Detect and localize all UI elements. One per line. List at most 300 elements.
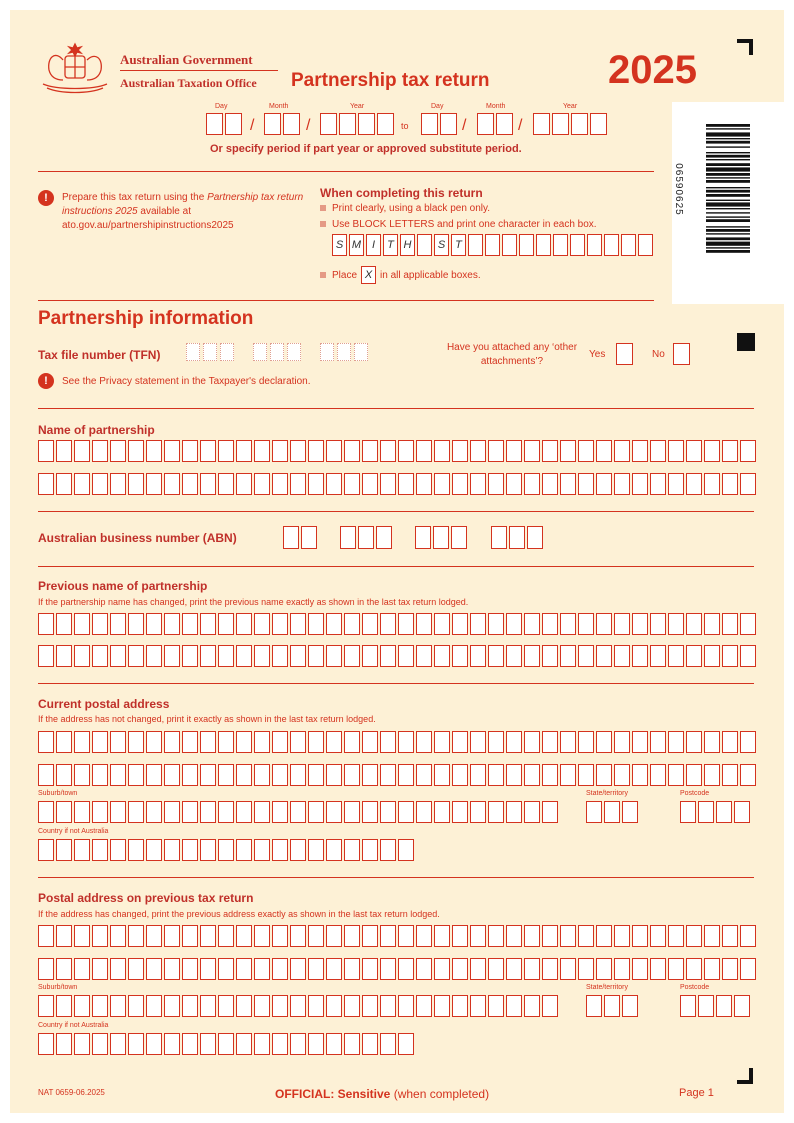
char-box[interactable] <box>146 995 162 1017</box>
char-box[interactable] <box>740 731 756 753</box>
char-box[interactable] <box>92 925 108 947</box>
char-box[interactable] <box>182 440 198 462</box>
char-box[interactable] <box>254 764 270 786</box>
char-box[interactable] <box>632 645 648 667</box>
char-box[interactable] <box>380 613 396 635</box>
char-box[interactable] <box>164 440 180 462</box>
char-box[interactable] <box>146 613 162 635</box>
char-box[interactable] <box>704 925 720 947</box>
char-box[interactable] <box>308 613 324 635</box>
char-box[interactable] <box>650 731 666 753</box>
char-box[interactable] <box>704 764 720 786</box>
tfn-digit-box[interactable] <box>270 343 284 361</box>
char-box[interactable] <box>632 958 648 980</box>
char-box[interactable] <box>326 1033 342 1055</box>
char-box[interactable] <box>74 995 90 1017</box>
char-box[interactable] <box>56 801 72 823</box>
char-box[interactable] <box>272 613 288 635</box>
char-box[interactable] <box>416 925 432 947</box>
char-box[interactable] <box>416 613 432 635</box>
char-box[interactable] <box>326 995 342 1017</box>
char-box[interactable] <box>470 645 486 667</box>
char-box[interactable] <box>470 613 486 635</box>
char-box[interactable] <box>164 925 180 947</box>
char-box[interactable] <box>506 473 522 495</box>
char-box[interactable] <box>362 440 378 462</box>
char-box[interactable] <box>452 958 468 980</box>
char-box[interactable] <box>506 925 522 947</box>
char-box[interactable] <box>38 731 54 753</box>
char-box[interactable] <box>452 801 468 823</box>
char-box[interactable] <box>146 925 162 947</box>
char-box[interactable] <box>686 958 702 980</box>
period-date-input[interactable] <box>421 113 459 135</box>
char-box[interactable] <box>340 526 356 549</box>
char-box[interactable] <box>182 473 198 495</box>
char-box[interactable] <box>488 801 504 823</box>
char-box[interactable] <box>434 645 450 667</box>
char-box[interactable] <box>451 526 467 549</box>
char-box[interactable] <box>722 613 738 635</box>
char-box[interactable] <box>290 801 306 823</box>
state-input[interactable] <box>586 801 640 823</box>
char-box[interactable] <box>218 1033 234 1055</box>
char-box[interactable] <box>362 801 378 823</box>
char-box[interactable] <box>110 731 126 753</box>
tfn-digit-box[interactable] <box>287 343 301 361</box>
name-line-2-input[interactable] <box>38 473 758 495</box>
char-box[interactable] <box>146 731 162 753</box>
char-box[interactable] <box>92 958 108 980</box>
char-box[interactable] <box>110 440 126 462</box>
char-box[interactable] <box>506 995 522 1017</box>
char-box[interactable] <box>380 925 396 947</box>
char-box[interactable] <box>272 731 288 753</box>
char-box[interactable] <box>74 958 90 980</box>
char-box[interactable] <box>452 995 468 1017</box>
char-box[interactable] <box>56 925 72 947</box>
char-box[interactable] <box>362 1033 378 1055</box>
char-box[interactable] <box>542 645 558 667</box>
char-box[interactable] <box>146 1033 162 1055</box>
char-box[interactable] <box>560 613 576 635</box>
char-box[interactable] <box>434 731 450 753</box>
char-box[interactable] <box>668 645 684 667</box>
char-box[interactable] <box>326 764 342 786</box>
char-box[interactable] <box>236 958 252 980</box>
abn-group-3-input[interactable] <box>415 526 469 549</box>
char-box[interactable] <box>146 958 162 980</box>
char-box[interactable] <box>578 958 594 980</box>
char-box[interactable] <box>542 473 558 495</box>
char-box[interactable] <box>560 925 576 947</box>
char-box[interactable] <box>182 958 198 980</box>
char-box[interactable] <box>110 473 126 495</box>
char-box[interactable] <box>632 440 648 462</box>
char-box[interactable] <box>716 801 732 823</box>
char-box[interactable] <box>590 113 607 135</box>
char-box[interactable] <box>650 645 666 667</box>
char-box[interactable] <box>734 995 750 1017</box>
char-box[interactable] <box>344 731 360 753</box>
char-box[interactable] <box>56 613 72 635</box>
prev-name-line-2-input[interactable] <box>38 645 758 667</box>
char-box[interactable] <box>686 613 702 635</box>
char-box[interactable] <box>488 645 504 667</box>
prev-suburb-input[interactable] <box>38 995 560 1017</box>
char-box[interactable] <box>218 613 234 635</box>
char-box[interactable] <box>578 925 594 947</box>
char-box[interactable] <box>128 958 144 980</box>
char-box[interactable] <box>164 764 180 786</box>
char-box[interactable] <box>290 731 306 753</box>
char-box[interactable] <box>686 473 702 495</box>
char-box[interactable] <box>92 473 108 495</box>
char-box[interactable] <box>470 731 486 753</box>
char-box[interactable] <box>254 925 270 947</box>
char-box[interactable] <box>668 958 684 980</box>
char-box[interactable] <box>488 613 504 635</box>
char-box[interactable] <box>740 473 756 495</box>
char-box[interactable] <box>668 925 684 947</box>
char-box[interactable] <box>452 925 468 947</box>
char-box[interactable] <box>218 995 234 1017</box>
char-box[interactable] <box>740 958 756 980</box>
char-box[interactable] <box>560 473 576 495</box>
prev-postal-line-2-input[interactable] <box>38 958 758 980</box>
char-box[interactable] <box>344 839 360 861</box>
char-box[interactable] <box>225 113 242 135</box>
char-box[interactable] <box>362 995 378 1017</box>
char-box[interactable] <box>272 764 288 786</box>
prev-country-input[interactable] <box>38 1033 416 1055</box>
char-box[interactable] <box>614 440 630 462</box>
prev-postal-line-1-input[interactable] <box>38 925 758 947</box>
period-date-input[interactable] <box>264 113 302 135</box>
char-box[interactable] <box>362 925 378 947</box>
char-box[interactable] <box>236 801 252 823</box>
char-box[interactable] <box>128 645 144 667</box>
char-box[interactable] <box>128 731 144 753</box>
char-box[interactable] <box>470 440 486 462</box>
char-box[interactable] <box>254 473 270 495</box>
char-box[interactable] <box>290 1033 306 1055</box>
char-box[interactable] <box>200 801 216 823</box>
char-box[interactable] <box>398 764 414 786</box>
char-box[interactable] <box>586 995 602 1017</box>
name-line-1-input[interactable] <box>38 440 758 462</box>
char-box[interactable] <box>416 645 432 667</box>
char-box[interactable] <box>362 645 378 667</box>
char-box[interactable] <box>110 764 126 786</box>
char-box[interactable] <box>218 440 234 462</box>
char-box[interactable] <box>722 731 738 753</box>
char-box[interactable] <box>488 764 504 786</box>
char-box[interactable] <box>92 731 108 753</box>
char-box[interactable] <box>74 925 90 947</box>
char-box[interactable] <box>380 473 396 495</box>
char-box[interactable] <box>110 839 126 861</box>
char-box[interactable] <box>326 801 342 823</box>
yes-checkbox[interactable] <box>616 343 633 365</box>
char-box[interactable] <box>452 613 468 635</box>
char-box[interactable] <box>416 731 432 753</box>
char-box[interactable] <box>146 440 162 462</box>
char-box[interactable] <box>38 801 54 823</box>
char-box[interactable] <box>128 839 144 861</box>
char-box[interactable] <box>272 958 288 980</box>
char-box[interactable] <box>680 995 696 1017</box>
char-box[interactable] <box>290 958 306 980</box>
char-box[interactable] <box>264 113 281 135</box>
char-box[interactable] <box>668 731 684 753</box>
char-box[interactable] <box>74 764 90 786</box>
char-box[interactable] <box>283 526 299 549</box>
char-box[interactable] <box>452 473 468 495</box>
char-box[interactable] <box>182 613 198 635</box>
char-box[interactable] <box>56 839 72 861</box>
char-box[interactable] <box>74 731 90 753</box>
char-box[interactable] <box>470 925 486 947</box>
char-box[interactable] <box>434 473 450 495</box>
char-box[interactable] <box>218 473 234 495</box>
char-box[interactable] <box>542 925 558 947</box>
char-box[interactable] <box>740 764 756 786</box>
char-box[interactable] <box>308 731 324 753</box>
char-box[interactable] <box>38 613 54 635</box>
char-box[interactable] <box>38 764 54 786</box>
char-box[interactable] <box>92 801 108 823</box>
char-box[interactable] <box>578 473 594 495</box>
char-box[interactable] <box>596 473 612 495</box>
char-box[interactable] <box>524 645 540 667</box>
char-box[interactable] <box>164 801 180 823</box>
suburb-input[interactable] <box>38 801 560 823</box>
char-box[interactable] <box>254 613 270 635</box>
char-box[interactable] <box>290 613 306 635</box>
char-box[interactable] <box>452 764 468 786</box>
char-box[interactable] <box>236 764 252 786</box>
char-box[interactable] <box>218 801 234 823</box>
char-box[interactable] <box>704 645 720 667</box>
char-box[interactable] <box>722 440 738 462</box>
char-box[interactable] <box>686 764 702 786</box>
char-box[interactable] <box>182 645 198 667</box>
char-box[interactable] <box>290 839 306 861</box>
char-box[interactable] <box>218 645 234 667</box>
char-box[interactable] <box>604 801 620 823</box>
char-box[interactable] <box>398 839 414 861</box>
char-box[interactable] <box>182 731 198 753</box>
char-box[interactable] <box>326 839 342 861</box>
char-box[interactable] <box>326 440 342 462</box>
char-box[interactable] <box>704 440 720 462</box>
char-box[interactable] <box>200 440 216 462</box>
char-box[interactable] <box>524 440 540 462</box>
char-box[interactable] <box>344 645 360 667</box>
char-box[interactable] <box>38 440 54 462</box>
char-box[interactable] <box>128 613 144 635</box>
char-box[interactable] <box>254 995 270 1017</box>
char-box[interactable] <box>236 645 252 667</box>
char-box[interactable] <box>509 526 525 549</box>
char-box[interactable] <box>38 925 54 947</box>
char-box[interactable] <box>272 995 288 1017</box>
char-box[interactable] <box>362 613 378 635</box>
char-box[interactable] <box>622 801 638 823</box>
char-box[interactable] <box>236 613 252 635</box>
char-box[interactable] <box>164 958 180 980</box>
char-box[interactable] <box>200 958 216 980</box>
char-box[interactable] <box>272 801 288 823</box>
prev-postcode-input[interactable] <box>680 995 752 1017</box>
char-box[interactable] <box>380 801 396 823</box>
char-box[interactable] <box>398 613 414 635</box>
char-box[interactable] <box>308 1033 324 1055</box>
char-box[interactable] <box>200 995 216 1017</box>
char-box[interactable] <box>722 473 738 495</box>
char-box[interactable] <box>722 958 738 980</box>
char-box[interactable] <box>380 440 396 462</box>
char-box[interactable] <box>698 995 714 1017</box>
char-box[interactable] <box>164 731 180 753</box>
char-box[interactable] <box>74 645 90 667</box>
char-box[interactable] <box>524 801 540 823</box>
char-box[interactable] <box>477 113 494 135</box>
char-box[interactable] <box>740 613 756 635</box>
char-box[interactable] <box>650 613 666 635</box>
char-box[interactable] <box>326 958 342 980</box>
char-box[interactable] <box>668 440 684 462</box>
char-box[interactable] <box>290 473 306 495</box>
char-box[interactable] <box>415 526 431 549</box>
char-box[interactable] <box>380 995 396 1017</box>
char-box[interactable] <box>542 801 558 823</box>
char-box[interactable] <box>632 473 648 495</box>
char-box[interactable] <box>578 764 594 786</box>
char-box[interactable] <box>56 440 72 462</box>
char-box[interactable] <box>200 473 216 495</box>
char-box[interactable] <box>398 1033 414 1055</box>
char-box[interactable] <box>128 801 144 823</box>
prev-name-line-1-input[interactable] <box>38 613 758 635</box>
no-checkbox[interactable] <box>673 343 690 365</box>
char-box[interactable] <box>377 113 394 135</box>
char-box[interactable] <box>182 801 198 823</box>
char-box[interactable] <box>542 440 558 462</box>
char-box[interactable] <box>434 995 450 1017</box>
char-box[interactable] <box>308 839 324 861</box>
char-box[interactable] <box>272 925 288 947</box>
char-box[interactable] <box>686 731 702 753</box>
char-box[interactable] <box>604 995 620 1017</box>
char-box[interactable] <box>301 526 317 549</box>
char-box[interactable] <box>578 731 594 753</box>
char-box[interactable] <box>74 801 90 823</box>
char-box[interactable] <box>92 645 108 667</box>
char-box[interactable] <box>218 731 234 753</box>
postal-line-2-input[interactable] <box>38 764 758 786</box>
char-box[interactable] <box>488 925 504 947</box>
char-box[interactable] <box>358 113 375 135</box>
country-input[interactable] <box>38 839 416 861</box>
char-box[interactable] <box>362 958 378 980</box>
char-box[interactable] <box>200 1033 216 1055</box>
char-box[interactable] <box>128 764 144 786</box>
tfn-input[interactable] <box>186 343 371 361</box>
char-box[interactable] <box>596 613 612 635</box>
char-box[interactable] <box>344 925 360 947</box>
char-box[interactable] <box>614 645 630 667</box>
char-box[interactable] <box>362 839 378 861</box>
char-box[interactable] <box>74 473 90 495</box>
abn-group-1-input[interactable] <box>283 526 319 549</box>
char-box[interactable] <box>128 925 144 947</box>
char-box[interactable] <box>434 801 450 823</box>
char-box[interactable] <box>38 995 54 1017</box>
char-box[interactable] <box>491 526 507 549</box>
tfn-digit-box[interactable] <box>220 343 234 361</box>
char-box[interactable] <box>164 473 180 495</box>
char-box[interactable] <box>433 526 449 549</box>
char-box[interactable] <box>398 645 414 667</box>
char-box[interactable] <box>680 801 696 823</box>
char-box[interactable] <box>74 613 90 635</box>
period-date-input[interactable] <box>206 113 244 135</box>
char-box[interactable] <box>506 801 522 823</box>
char-box[interactable] <box>272 473 288 495</box>
char-box[interactable] <box>182 1033 198 1055</box>
char-box[interactable] <box>344 613 360 635</box>
char-box[interactable] <box>416 995 432 1017</box>
char-box[interactable] <box>578 645 594 667</box>
char-box[interactable] <box>506 613 522 635</box>
char-box[interactable] <box>236 731 252 753</box>
char-box[interactable] <box>380 839 396 861</box>
char-box[interactable] <box>326 645 342 667</box>
char-box[interactable] <box>704 958 720 980</box>
char-box[interactable] <box>722 764 738 786</box>
postal-line-1-input[interactable] <box>38 731 758 753</box>
char-box[interactable] <box>308 925 324 947</box>
char-box[interactable] <box>92 839 108 861</box>
char-box[interactable] <box>527 526 543 549</box>
char-box[interactable] <box>254 645 270 667</box>
char-box[interactable] <box>668 613 684 635</box>
char-box[interactable] <box>380 1033 396 1055</box>
char-box[interactable] <box>380 764 396 786</box>
tfn-digit-box[interactable] <box>253 343 267 361</box>
char-box[interactable] <box>734 801 750 823</box>
char-box[interactable] <box>380 645 396 667</box>
char-box[interactable] <box>326 731 342 753</box>
char-box[interactable] <box>440 113 457 135</box>
period-date-input[interactable] <box>533 113 609 135</box>
char-box[interactable] <box>542 764 558 786</box>
char-box[interactable] <box>56 473 72 495</box>
char-box[interactable] <box>146 839 162 861</box>
char-box[interactable] <box>650 764 666 786</box>
char-box[interactable] <box>524 731 540 753</box>
prev-state-input[interactable] <box>586 995 640 1017</box>
char-box[interactable] <box>128 440 144 462</box>
char-box[interactable] <box>722 645 738 667</box>
char-box[interactable] <box>704 473 720 495</box>
char-box[interactable] <box>344 995 360 1017</box>
char-box[interactable] <box>452 645 468 667</box>
char-box[interactable] <box>254 1033 270 1055</box>
char-box[interactable] <box>686 925 702 947</box>
